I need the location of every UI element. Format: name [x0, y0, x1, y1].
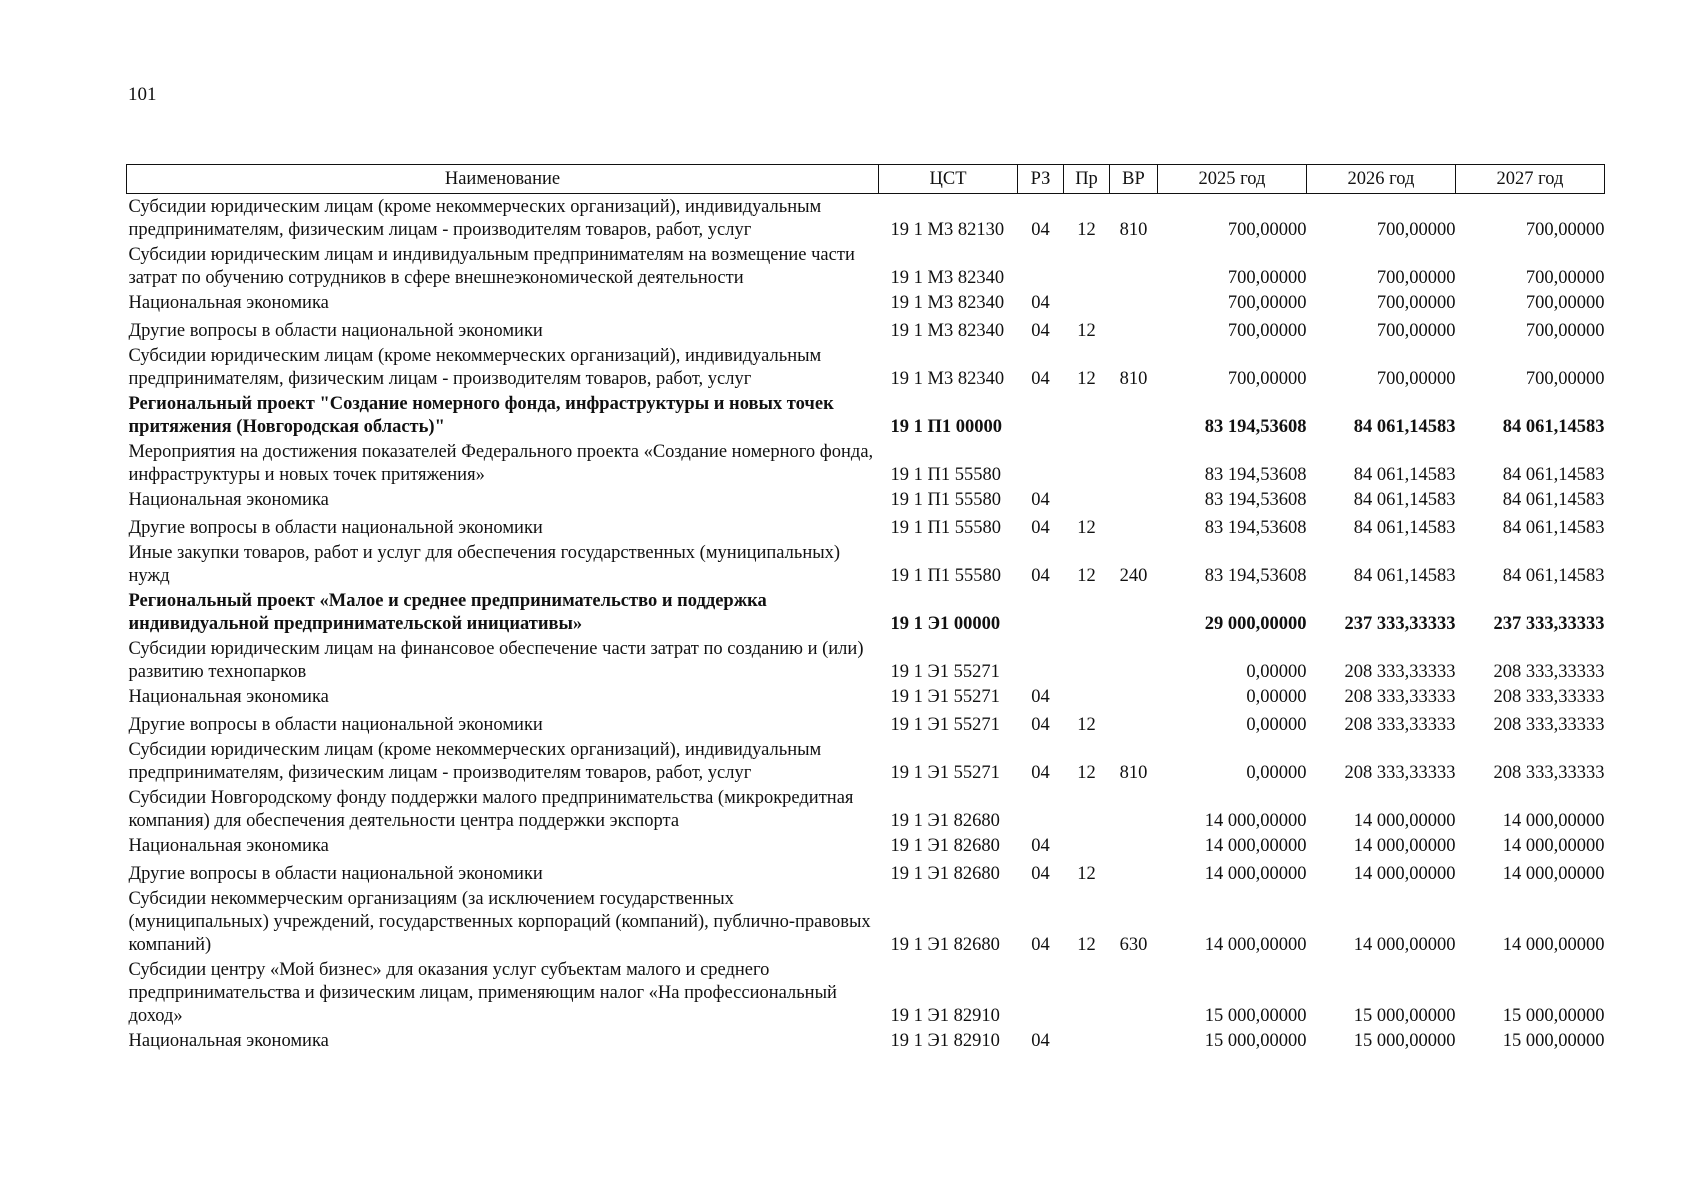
cell-pr	[1064, 242, 1110, 290]
cell-2026: 208 333,33333	[1344, 662, 1456, 682]
table-row	[127, 636, 1605, 684]
cell-rz: 04	[1031, 566, 1050, 586]
table-header-row	[127, 165, 1605, 194]
cell-rz	[1018, 439, 1064, 487]
cell-2026: 84 061,14583	[1353, 465, 1456, 485]
cell-name: Субсидии юридическим лицам (кроме некоммерческих организаций), индивидуальным предпринимателям, физическим лицам - производителям товаров, работ, услуг	[128, 197, 822, 240]
table-row	[127, 709, 1605, 737]
cell-cst: 19 1 Э1 55271	[890, 715, 1000, 735]
cell-2027: 15 000,00000	[1502, 1031, 1605, 1051]
cell-name: Региональный проект «Малое и среднее предпринимательство и поддержка индивидуальной предпринимательской инициативы»	[128, 591, 767, 634]
table-row	[127, 242, 1605, 290]
header-2026: 2026 год	[1307, 165, 1456, 194]
cell-name: Субсидии юридическим лицам (кроме некоммерческих организаций), индивидуальным предпринимателям, физическим лицам - производителям товаров, работ, услуг	[128, 740, 822, 783]
cell-2027: 700,00000	[1525, 321, 1605, 341]
cell-pr: 12	[1077, 369, 1096, 389]
cell-2026: 14 000,00000	[1353, 935, 1456, 955]
header-vr: ВР	[1110, 165, 1158, 194]
cell-cst: 19 1 П1 00000	[890, 417, 1003, 437]
table-row	[127, 487, 1605, 512]
cell-2027: 14 000,00000	[1502, 811, 1605, 831]
page-number: 101	[128, 84, 157, 105]
budget-table	[126, 164, 1605, 1053]
header-pr: Пр	[1064, 165, 1110, 194]
cell-name: Другие вопросы в области национальной экономики	[128, 715, 543, 735]
cell-name: Национальная экономика	[128, 490, 329, 510]
cell-cst: 19 1 П1 55580	[890, 465, 1001, 485]
cell-cst: 19 1 М3 82340	[890, 268, 1005, 288]
cell-rz: 04	[1031, 864, 1050, 884]
cell-2025: 700,00000	[1227, 293, 1307, 313]
table-row	[127, 785, 1605, 833]
cell-rz: 04	[1031, 220, 1050, 240]
header-cst: ЦСТ	[879, 165, 1018, 194]
cell-cst: 19 1 М3 82340	[890, 321, 1005, 341]
cell-2026: 15 000,00000	[1353, 1006, 1456, 1026]
cell-rz	[1018, 391, 1064, 439]
cell-name: Субсидии юридическим лицам на финансовое обеспечение части затрат по созданию и (или) развитию технопарков	[128, 639, 864, 682]
cell-name: Субсидии некоммерческим организациям (за исключением государственных (муниципальных) учреждений, государственных корпораций (компаний), публично-правовых компаний)	[128, 889, 871, 955]
table-row	[127, 290, 1605, 315]
cell-pr	[1064, 588, 1110, 636]
table-row	[127, 1028, 1605, 1053]
cell-2025: 700,00000	[1227, 321, 1307, 341]
header-name: Наименование	[127, 165, 879, 194]
cell-2027: 14 000,00000	[1502, 836, 1605, 856]
cell-2027: 84 061,14583	[1502, 566, 1605, 586]
cell-2027: 84 061,14583	[1502, 490, 1605, 510]
cell-rz: 04	[1031, 293, 1050, 313]
cell-2027: 208 333,33333	[1493, 662, 1605, 682]
cell-pr	[1064, 957, 1110, 1028]
cell-rz: 04	[1031, 763, 1050, 783]
header-rz: РЗ	[1018, 165, 1064, 194]
cell-2026: 700,00000	[1376, 268, 1456, 288]
cell-cst: 19 1 Э1 82680	[890, 935, 1000, 955]
cell-2026: 700,00000	[1376, 369, 1456, 389]
table-body	[127, 194, 1605, 1054]
cell-2027: 700,00000	[1525, 369, 1605, 389]
cell-2026: 208 333,33333	[1344, 687, 1456, 707]
cell-2027: 14 000,00000	[1502, 864, 1605, 884]
cell-pr	[1064, 290, 1110, 315]
cell-vr	[1110, 315, 1158, 343]
cell-vr	[1110, 512, 1158, 540]
cell-rz: 04	[1031, 715, 1050, 735]
cell-pr	[1064, 785, 1110, 833]
cell-vr	[1110, 439, 1158, 487]
cell-2026: 84 061,14583	[1353, 417, 1456, 437]
table-row	[127, 540, 1605, 588]
cell-rz: 04	[1031, 321, 1050, 341]
cell-pr: 12	[1077, 321, 1096, 341]
cell-pr	[1064, 1028, 1110, 1053]
cell-rz: 04	[1031, 518, 1050, 538]
cell-pr: 12	[1077, 763, 1096, 783]
cell-2025: 0,00000	[1246, 763, 1307, 783]
cell-2026: 700,00000	[1376, 293, 1456, 313]
cell-2026: 700,00000	[1376, 220, 1456, 240]
cell-cst: 19 1 П1 55580	[890, 518, 1001, 538]
cell-rz: 04	[1031, 369, 1050, 389]
cell-2027: 237 333,33333	[1493, 614, 1605, 634]
cell-vr	[1110, 290, 1158, 315]
cell-rz	[1018, 957, 1064, 1028]
cell-rz: 04	[1031, 836, 1050, 856]
cell-name: Иные закупки товаров, работ и услуг для обеспечения государственных (муниципальных) нужд	[128, 543, 841, 586]
table-row	[127, 194, 1605, 243]
cell-vr: 810	[1119, 369, 1148, 389]
cell-2025: 15 000,00000	[1204, 1031, 1307, 1051]
table-row	[127, 957, 1605, 1028]
cell-2025: 14 000,00000	[1204, 811, 1307, 831]
cell-name: Национальная экономика	[128, 687, 329, 707]
header-2027: 2027 год	[1456, 165, 1605, 194]
cell-vr	[1110, 391, 1158, 439]
cell-rz: 04	[1031, 687, 1050, 707]
cell-cst: 19 1 Э1 55271	[890, 662, 1000, 682]
cell-2027: 84 061,14583	[1502, 465, 1605, 485]
cell-cst: 19 1 М3 82340	[890, 369, 1005, 389]
cell-2026: 14 000,00000	[1353, 836, 1456, 856]
cell-cst: 19 1 Э1 82680	[890, 836, 1000, 856]
cell-2026: 700,00000	[1376, 321, 1456, 341]
cell-name: Национальная экономика	[128, 1031, 329, 1051]
cell-cst: 19 1 Э1 55271	[890, 763, 1000, 783]
table-row	[127, 684, 1605, 709]
cell-vr	[1110, 684, 1158, 709]
cell-2025: 700,00000	[1227, 220, 1307, 240]
cell-2026: 15 000,00000	[1353, 1031, 1456, 1051]
cell-vr	[1110, 636, 1158, 684]
cell-pr	[1064, 636, 1110, 684]
cell-2027: 208 333,33333	[1493, 763, 1605, 783]
table-row	[127, 588, 1605, 636]
table-row	[127, 315, 1605, 343]
cell-2025: 15 000,00000	[1204, 1006, 1307, 1026]
cell-rz: 04	[1031, 935, 1050, 955]
cell-2025: 14 000,00000	[1204, 864, 1307, 884]
cell-cst: 19 1 Э1 55271	[890, 687, 1000, 707]
cell-2025: 700,00000	[1227, 369, 1307, 389]
cell-2026: 84 061,14583	[1353, 566, 1456, 586]
table-row	[127, 886, 1605, 957]
cell-name: Другие вопросы в области национальной экономики	[128, 321, 543, 341]
cell-vr	[1110, 1028, 1158, 1053]
cell-2027: 208 333,33333	[1493, 715, 1605, 735]
table-row	[127, 343, 1605, 391]
table-row	[127, 833, 1605, 858]
table-row	[127, 512, 1605, 540]
cell-cst: 19 1 Э1 82910	[890, 1031, 1000, 1051]
cell-2025: 700,00000	[1227, 268, 1307, 288]
table-row	[127, 391, 1605, 439]
cell-vr	[1110, 487, 1158, 512]
cell-2027: 15 000,00000	[1502, 1006, 1605, 1026]
cell-2027: 208 333,33333	[1493, 687, 1605, 707]
cell-2025: 83 194,53608	[1204, 490, 1307, 510]
cell-name: Мероприятия на достижения показателей Федерального проекта «Создание номерного фонда, инфраструктуры и новых точек притяжения»	[128, 442, 874, 485]
cell-cst: 19 1 Э1 82680	[890, 864, 1000, 884]
cell-name: Другие вопросы в области национальной экономики	[128, 518, 543, 538]
cell-pr	[1064, 833, 1110, 858]
cell-2025: 0,00000	[1246, 687, 1307, 707]
cell-vr: 810	[1119, 763, 1148, 783]
cell-2027: 84 061,14583	[1502, 417, 1605, 437]
cell-2025: 83 194,53608	[1204, 566, 1307, 586]
cell-2026: 208 333,33333	[1344, 763, 1456, 783]
cell-name: Другие вопросы в области национальной экономики	[128, 864, 543, 884]
cell-pr: 12	[1077, 518, 1096, 538]
cell-vr	[1110, 588, 1158, 636]
cell-cst: 19 1 М3 82340	[890, 293, 1005, 313]
cell-2026: 84 061,14583	[1353, 490, 1456, 510]
cell-2025: 0,00000	[1246, 662, 1307, 682]
cell-2027: 700,00000	[1525, 293, 1605, 313]
cell-name: Субсидии юридическим лицам и индивидуальным предпринимателям на возмещение части затрат по обучению сотрудников в сфере внешнеэкономической деятельности	[128, 245, 855, 288]
cell-2027: 700,00000	[1525, 268, 1605, 288]
cell-pr: 12	[1077, 864, 1096, 884]
cell-2027: 700,00000	[1525, 220, 1605, 240]
cell-rz	[1018, 588, 1064, 636]
cell-vr: 810	[1119, 220, 1148, 240]
cell-vr	[1110, 242, 1158, 290]
cell-vr	[1110, 785, 1158, 833]
cell-pr	[1064, 391, 1110, 439]
cell-rz	[1018, 636, 1064, 684]
cell-2025: 83 194,53608	[1204, 417, 1307, 437]
cell-cst: 19 1 П1 55580	[890, 490, 1001, 510]
cell-cst: 19 1 Э1 00000	[890, 614, 1001, 634]
table-row	[127, 858, 1605, 886]
cell-vr	[1110, 709, 1158, 737]
cell-pr: 12	[1077, 566, 1096, 586]
cell-2026: 14 000,00000	[1353, 811, 1456, 831]
cell-name: Национальная экономика	[128, 836, 329, 856]
cell-pr: 12	[1077, 220, 1096, 240]
cell-2025: 83 194,53608	[1204, 518, 1307, 538]
cell-name: Национальная экономика	[128, 293, 329, 313]
cell-vr	[1110, 957, 1158, 1028]
header-2025: 2025 год	[1158, 165, 1307, 194]
cell-2025: 14 000,00000	[1204, 836, 1307, 856]
cell-rz: 04	[1031, 490, 1050, 510]
cell-cst: 19 1 Э1 82680	[890, 811, 1000, 831]
cell-2026: 208 333,33333	[1344, 715, 1456, 735]
cell-2026: 14 000,00000	[1353, 864, 1456, 884]
cell-name: Субсидии центру «Мой бизнес» для оказания услуг субъектам малого и среднего предпринимательства и физическим лицам, применяющим налог «На профессиональный доход»	[128, 960, 837, 1026]
cell-pr	[1064, 684, 1110, 709]
cell-2026: 84 061,14583	[1353, 518, 1456, 538]
cell-rz	[1018, 242, 1064, 290]
cell-pr: 12	[1077, 715, 1096, 735]
cell-vr: 240	[1119, 566, 1148, 586]
table-row	[127, 439, 1605, 487]
cell-2026: 237 333,33333	[1344, 614, 1456, 634]
cell-pr: 12	[1077, 935, 1096, 955]
cell-2027: 14 000,00000	[1502, 935, 1605, 955]
cell-vr	[1110, 833, 1158, 858]
cell-pr	[1064, 487, 1110, 512]
cell-cst: 19 1 М3 82130	[890, 220, 1005, 240]
cell-cst: 19 1 Э1 82910	[890, 1006, 1000, 1026]
cell-2025: 29 000,00000	[1204, 614, 1307, 634]
cell-pr	[1064, 439, 1110, 487]
cell-rz	[1018, 785, 1064, 833]
cell-rz: 04	[1031, 1031, 1050, 1051]
cell-2025: 14 000,00000	[1204, 935, 1307, 955]
cell-name: Субсидии юридическим лицам (кроме некоммерческих организаций), индивидуальным предпринимателям, физическим лицам - производителям товаров, работ, услуг	[128, 346, 822, 389]
cell-vr: 630	[1119, 935, 1148, 955]
cell-2027: 84 061,14583	[1502, 518, 1605, 538]
cell-name: Субсидии Новгородскому фонду поддержки малого предпринимательства (микрокредитная компания) для обеспечения деятельности центра поддержки экспорта	[128, 788, 854, 831]
cell-vr	[1110, 858, 1158, 886]
cell-2025: 83 194,53608	[1204, 465, 1307, 485]
cell-2025: 0,00000	[1246, 715, 1307, 735]
table-row	[127, 737, 1605, 785]
cell-cst: 19 1 П1 55580	[890, 566, 1001, 586]
cell-name: Региональный проект "Создание номерного фонда, инфраструктуры и новых точек притяжения (Новгородская область)"	[128, 394, 834, 437]
